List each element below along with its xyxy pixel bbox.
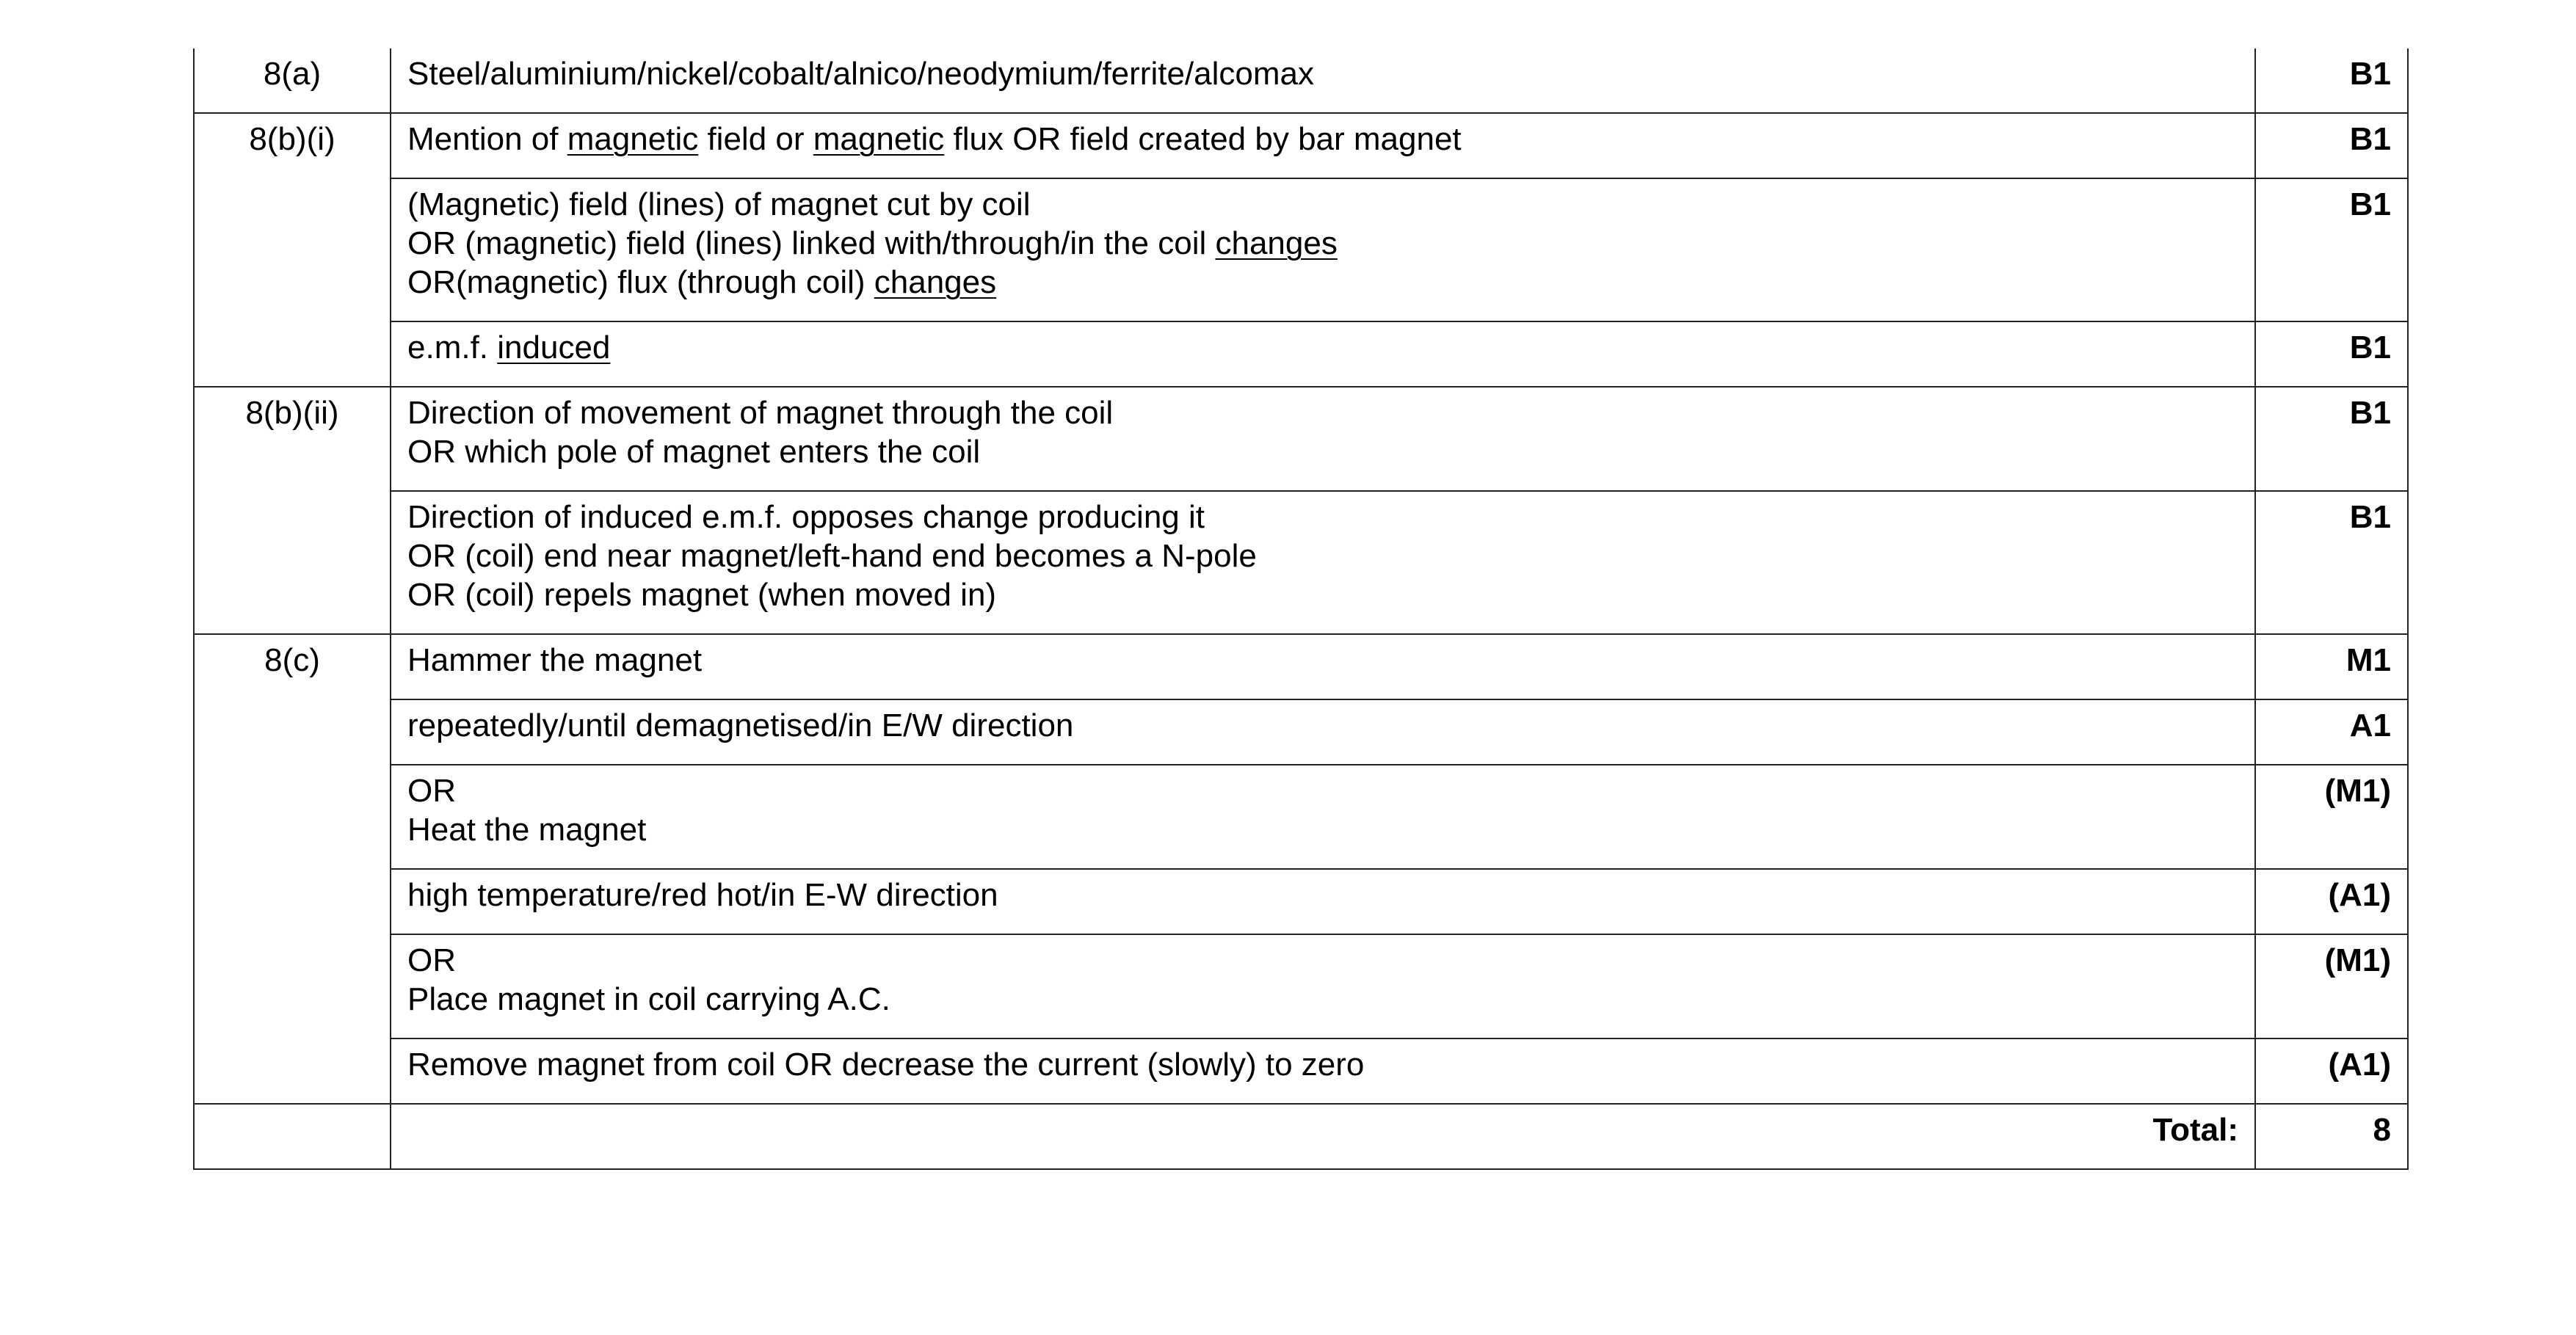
answer-line: Heat the magnet xyxy=(407,812,647,848)
answer-cell xyxy=(391,634,2255,699)
answer-line: OR(magnetic) flux (through coil) changes xyxy=(407,264,997,300)
answer-line: OR xyxy=(407,773,456,809)
answer-line: OR xyxy=(407,942,456,978)
total-value: 8 xyxy=(2255,1104,2408,1169)
total-row xyxy=(194,1104,2408,1169)
mark-cell: B1 xyxy=(2255,387,2408,491)
answer-line: OR (coil) end near magnet/left-hand end becomes a N-pole xyxy=(407,538,1257,574)
answer-line: Place magnet in coil carrying A.C. xyxy=(407,981,890,1017)
answer-line: OR (coil) repels magnet (when moved in) xyxy=(407,577,997,613)
answer-line: (Magnetic) field (lines) of magnet cut by coil xyxy=(407,186,1031,222)
mark-cell: (A1) xyxy=(2255,869,2408,934)
answer-line: Direction of movement of magnet through the coil xyxy=(407,395,1114,431)
answer-cell xyxy=(391,1038,2255,1104)
table-row xyxy=(194,113,2408,178)
answer-line: Mention of magnetic field or magnetic flux OR field created by bar magnet xyxy=(407,121,1462,157)
mark-cell: B1 xyxy=(2255,321,2408,387)
answer-line: repeatedly/until demagnetised/in E/W direction xyxy=(407,707,1074,743)
mark-cell: (M1) xyxy=(2255,765,2408,869)
answer-cell xyxy=(391,178,2255,321)
answer-cell xyxy=(391,765,2255,869)
answer-line: OR which pole of magnet enters the coil xyxy=(407,434,981,470)
table-row xyxy=(194,765,2408,869)
answer-line: high temperature/red hot/in E-W direction xyxy=(407,877,998,913)
table-row xyxy=(194,178,2408,321)
answer-cell xyxy=(391,699,2255,765)
mark-cell: B1 xyxy=(2255,491,2408,634)
question-number: 8(b)(i) xyxy=(194,113,391,387)
answer-line: e.m.f. induced xyxy=(407,330,611,365)
answer-line: Hammer the magnet xyxy=(407,642,703,678)
answer-cell xyxy=(391,491,2255,634)
answer-line: Steel/aluminium/nickel/cobalt/alnico/neodymium/ferrite/alcomax xyxy=(407,56,1314,92)
table-row xyxy=(194,321,2408,387)
table-row xyxy=(194,869,2408,934)
mark-cell: (A1) xyxy=(2255,1038,2408,1104)
mark-cell: B1 xyxy=(2255,178,2408,321)
mark-cell: M1 xyxy=(2255,634,2408,699)
mark-scheme-table xyxy=(193,48,2409,1170)
answer-cell xyxy=(391,113,2255,178)
question-number: 8(a) xyxy=(194,48,391,113)
table-row xyxy=(194,634,2408,699)
table-row xyxy=(194,48,2408,113)
answer-cell xyxy=(391,934,2255,1038)
total-empty-cell xyxy=(194,1104,391,1169)
answer-cell xyxy=(391,869,2255,934)
answer-cell xyxy=(391,321,2255,387)
mark-cell: B1 xyxy=(2255,48,2408,113)
table-row xyxy=(194,1038,2408,1104)
table-row xyxy=(194,699,2408,765)
question-number: 8(c) xyxy=(194,634,391,1104)
answer-cell xyxy=(391,387,2255,491)
table-row xyxy=(194,491,2408,634)
table-row xyxy=(194,934,2408,1038)
mark-cell: B1 xyxy=(2255,113,2408,178)
answer-line: OR (magnetic) field (lines) linked with/through/in the coil changes xyxy=(407,225,1338,261)
answer-line: Remove magnet from coil OR decrease the current (slowly) to zero xyxy=(407,1047,1365,1083)
mark-cell: (M1) xyxy=(2255,934,2408,1038)
table-row xyxy=(194,387,2408,491)
mark-cell: A1 xyxy=(2255,699,2408,765)
answer-cell xyxy=(391,48,2255,113)
answer-line: Direction of induced e.m.f. opposes change producing it xyxy=(407,499,1205,535)
total-label: Total: xyxy=(391,1104,2255,1169)
question-number: 8(b)(ii) xyxy=(194,387,391,634)
